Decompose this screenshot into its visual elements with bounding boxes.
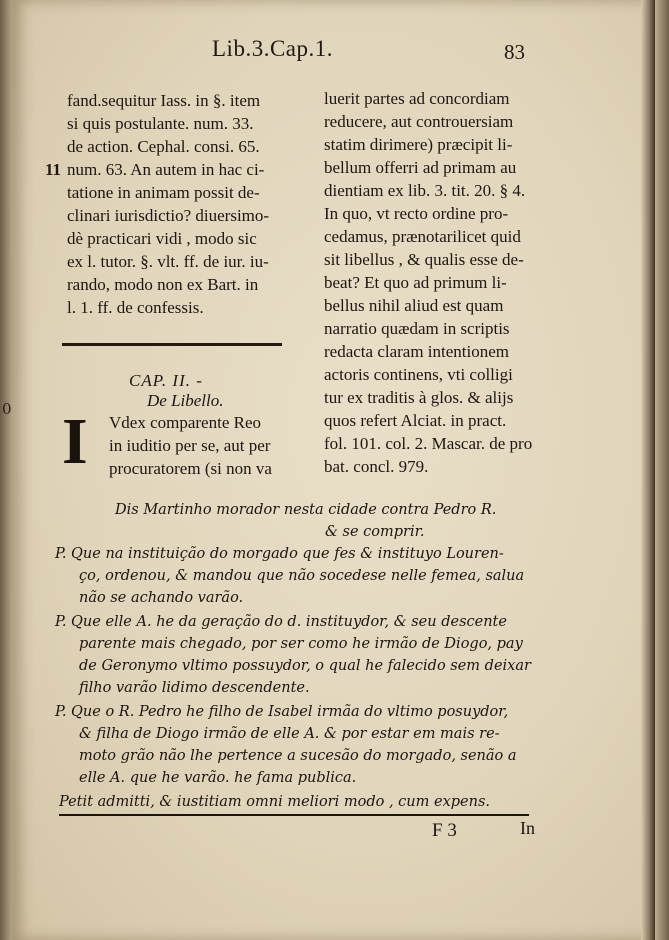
text-line: dè practicari vidi , modo sic — [67, 229, 257, 248]
margin-mark: 0 — [2, 400, 12, 418]
text-line: dientiam ex lib. 3. tit. 20. § 4. — [324, 181, 526, 200]
text-line: in iuditio per se, aut per — [109, 436, 271, 455]
handwritten-line: Petit admitti, & iustitiam omni meliori modo , cum expens. — [59, 794, 490, 810]
handwritten-annotation — [55, 500, 567, 830]
text-line: bellus nihil aliud est quam — [324, 296, 504, 315]
text-line: Vdex comparente Reo — [109, 413, 261, 432]
text-line: redacta claram intentionem — [324, 342, 510, 361]
text-line: clinari iurisdictio? diuersimo- — [67, 206, 270, 225]
text-line: num. 63. An autem in hac ci- — [67, 160, 265, 179]
text-line: sit libellus , & qualis esse de- — [324, 250, 524, 269]
text-line: actoris continens, vti colligi — [324, 365, 513, 384]
text-line: de action. Cephal. consi. 65. — [67, 137, 260, 156]
text-line: ex l. tutor. §. vlt. ff. de iur. iu- — [67, 252, 269, 271]
text-line: quos refert Alciat. in pract. — [324, 411, 507, 430]
running-head: Lib.3.Cap.1. — [212, 36, 333, 61]
text-line: tur ex traditis à glos. & alijs — [324, 388, 514, 407]
text-line: rando, modo non ex Bart. in — [67, 275, 259, 294]
handwritten-underline — [59, 814, 529, 816]
text-line: bellum offerri ad primam au — [324, 158, 517, 177]
text-line: cedamus, prænotarilicet quid — [324, 227, 521, 246]
handwritten-line: P. Que na instituição do morgado que fes & instituyo Louren- — [55, 546, 504, 562]
handwritten-line: elle A. que he varão. he fama publica. — [79, 770, 357, 786]
left-column — [45, 90, 307, 480]
page-edge — [641, 0, 655, 940]
book-page — [2, 0, 655, 940]
chapter-subtitle: De Libello. — [147, 391, 224, 410]
text-line: In quo, vt recto ordine pro- — [324, 204, 509, 223]
handwritten-line: filho varão lidimo descendente. — [79, 680, 310, 696]
folio-number: 83 — [504, 40, 525, 64]
signature-mark: F 3 — [432, 820, 457, 841]
handwritten-line: parente mais chegado, por ser como he irmão de Diogo, pay — [79, 636, 523, 652]
text-line: beat? Et quo ad primum li- — [324, 273, 507, 292]
handwritten-line: P. Que elle A. he da geração do d. instituydor, & seu descente — [55, 614, 507, 630]
text-line: si quis postulante. num. 33. — [67, 114, 254, 133]
handwritten-line: ço, ordenou, & mandou que não socedese nelle femea, salua — [79, 568, 525, 584]
margin-note: 11 — [45, 160, 62, 179]
text-line: reducere, aut controuersiam — [324, 112, 514, 131]
text-line: procuratorem (si non va — [109, 459, 272, 478]
handwritten-line: Dis Martinho morador nesta cidade contra Pedro R. — [115, 502, 497, 518]
text-line: tatione in animam possit de- — [67, 183, 260, 202]
text-line: fand.sequitur Iass. in §. item — [67, 91, 261, 110]
handwritten-line: P. Que o R. Pedro he filho de Isabel irmãa do vltimo posuydor, — [55, 704, 509, 720]
text-line: narratio quædam in scriptis — [324, 319, 510, 338]
section-rule — [62, 343, 282, 346]
chapter-title: CAP. II. - — [129, 371, 203, 390]
text-line: luerit partes ad concordiam — [324, 89, 510, 108]
text-line: fol. 101. col. 2. Mascar. de pro — [324, 434, 533, 453]
handwritten-line: moto grão não lhe pertence a sucesão do morgado, senão a — [79, 748, 517, 764]
right-column — [324, 88, 559, 488]
handwritten-line: não se achando varão. — [79, 590, 244, 606]
handwritten-line: & filha de Diogo irmão de elle A. & por estar em mais re- — [79, 726, 500, 742]
text-line: statim dirimere) præcipit li- — [324, 135, 513, 154]
catchword: In — [520, 818, 535, 838]
handwritten-line: & se comprir. — [325, 524, 425, 540]
text-line: l. 1. ff. de confessis. — [67, 298, 204, 317]
handwritten-line: de Geronymo vltimo possuydor, o qual he falecido sem deixar — [79, 658, 531, 674]
text-line: bat. concl. 979. — [324, 457, 429, 476]
drop-initial: I — [62, 405, 88, 478]
